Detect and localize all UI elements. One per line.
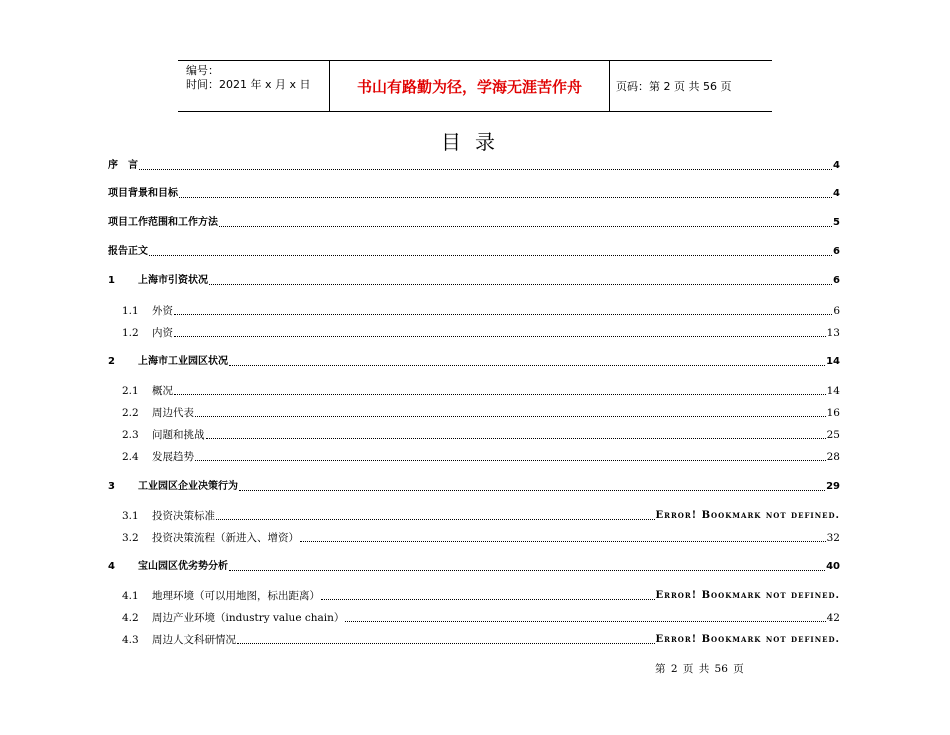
toc-entry[interactable] (108, 558, 840, 574)
toc-leader-dots (195, 459, 826, 461)
toc-entry-number: 3.1 (122, 510, 139, 522)
toc-entry-number: 3.2 (122, 532, 139, 544)
toc-entry-page: 29 (826, 481, 840, 492)
toc-entry[interactable] (108, 448, 840, 464)
toc-leader-dots (229, 364, 825, 366)
toc-entry-title: 地理环境（可以用地图，标出距离） (152, 590, 320, 602)
toc-leader-dots (237, 642, 655, 644)
toc-entry-number: 1.1 (122, 305, 139, 317)
toc-entry-title: 工业园区企业决策行为 (138, 481, 238, 492)
toc-entry-number: 2.3 (122, 429, 139, 441)
toc-entry-number: 1.2 (122, 327, 139, 339)
toc-entry-page: 6 (833, 275, 840, 286)
toc-entry[interactable] (108, 507, 840, 523)
toc-entry-page: 4 (833, 160, 840, 171)
toc-leader-dots (209, 283, 832, 285)
toc-leader-dots (345, 620, 825, 622)
toc-leader-dots (149, 254, 832, 256)
time-label: 时间：2021 年 x 月 x 日 (186, 78, 311, 91)
toc-entry-title: 报告正文 (108, 246, 148, 257)
page-title: 目录 (441, 130, 509, 154)
toc-entry-number: 2.2 (122, 407, 139, 419)
toc-entry-page: 32 (826, 532, 840, 544)
toc-leader-dots (321, 598, 655, 600)
toc-entry-title: 发展趋势 (152, 451, 194, 463)
toc-entry-title: 上海市引资状况 (138, 275, 208, 286)
page-info: 页码：第 2 页 共 56 页 (616, 80, 732, 93)
toc-leader-dots (139, 168, 832, 170)
toc-entry-number: 4 (108, 561, 115, 572)
toc-entry-title: 项目背景和目标 (108, 188, 178, 199)
toc-entry-title: 上海市工业园区状况 (138, 356, 228, 367)
toc-entry[interactable] (108, 324, 840, 340)
toc-entry-number: 3 (108, 481, 115, 492)
toc-entry-title: 项目工作范围和工作方法 (108, 217, 218, 228)
toc-entry-number: 2.1 (122, 385, 139, 397)
toc-entry[interactable] (108, 302, 840, 318)
toc-entry[interactable] (108, 426, 840, 442)
toc-leader-dots (216, 518, 655, 520)
toc-leader-dots (219, 225, 832, 227)
toc-entry-title: 周边人文科研情况 (152, 634, 236, 646)
toc-entry-page: 6 (833, 305, 840, 317)
toc-entry-title: 外资 (152, 305, 173, 317)
toc-entry-number: 2 (108, 356, 115, 367)
toc-leader-dots (174, 335, 826, 337)
toc-entry-page: 42 (826, 612, 840, 624)
toc-entry[interactable] (108, 272, 840, 288)
toc-entry-page: Error! Bookmark not defined. (655, 590, 840, 601)
toc-entry-number: 2.4 (122, 451, 139, 463)
motto: 书山有路勤为径，学海无涯苦作舟 (330, 61, 610, 111)
toc-entry-number: 1 (108, 275, 115, 286)
toc-entry-page: Error! Bookmark not defined. (655, 510, 840, 521)
toc-entry-title: 周边产业环境（industry value chain） (152, 612, 345, 624)
toc-leader-dots (300, 540, 826, 542)
toc-entry-page: 13 (826, 327, 840, 339)
toc-entry[interactable] (108, 353, 840, 369)
toc-entry[interactable] (108, 529, 840, 545)
toc-entry[interactable] (108, 478, 840, 494)
toc-entry[interactable] (108, 382, 840, 398)
toc-entry[interactable] (108, 587, 840, 603)
toc-leader-dots (229, 569, 825, 571)
header-meta-cell (178, 61, 330, 111)
toc-entry-page: 14 (826, 356, 840, 367)
toc-entry-page: 40 (826, 561, 840, 572)
toc-entry-page: 4 (833, 188, 840, 199)
page-footer: 第 2 页 共 56 页 (655, 663, 744, 675)
toc-entry-page: 6 (833, 246, 840, 257)
toc-entry[interactable] (108, 609, 840, 625)
toc-entry-title: 投资决策标准 (152, 510, 215, 522)
toc-leader-dots (179, 196, 832, 198)
toc-entry-number: 4.1 (122, 590, 139, 602)
toc-entry[interactable] (108, 631, 840, 647)
toc-entry-page: 5 (833, 217, 840, 228)
code-label: 编号： (186, 64, 219, 77)
toc-entry-title: 内资 (152, 327, 173, 339)
toc-entry-page: 25 (826, 429, 840, 441)
toc-entry-title: 问题和挑战 (152, 429, 205, 441)
toc-leader-dots (174, 393, 826, 395)
toc-entry-page: 28 (826, 451, 840, 463)
toc-entry-title: 周边代表 (152, 407, 194, 419)
header-table (178, 60, 772, 112)
toc-entry-title: 概况 (152, 385, 173, 397)
toc-entry-title: 投资决策流程（新进入、增资） (152, 532, 299, 544)
toc-entry[interactable] (108, 404, 840, 420)
toc-leader-dots (174, 313, 832, 315)
toc-entry[interactable] (108, 185, 840, 201)
toc-entry-page: 16 (826, 407, 840, 419)
toc-entry-number: 4.2 (122, 612, 139, 624)
toc-entry-page: Error! Bookmark not defined. (655, 634, 840, 645)
toc-entry[interactable] (108, 243, 840, 259)
toc-leader-dots (195, 415, 826, 417)
toc-entry[interactable] (108, 214, 840, 230)
toc-entry-page: 14 (826, 385, 840, 397)
toc-entry-title: 序 言 (108, 160, 138, 171)
toc-entry[interactable] (108, 157, 840, 173)
toc-entry-title: 宝山园区优劣势分析 (138, 561, 228, 572)
toc-leader-dots (206, 437, 826, 439)
toc-entry-number: 4.3 (122, 634, 139, 646)
toc-leader-dots (239, 489, 825, 491)
